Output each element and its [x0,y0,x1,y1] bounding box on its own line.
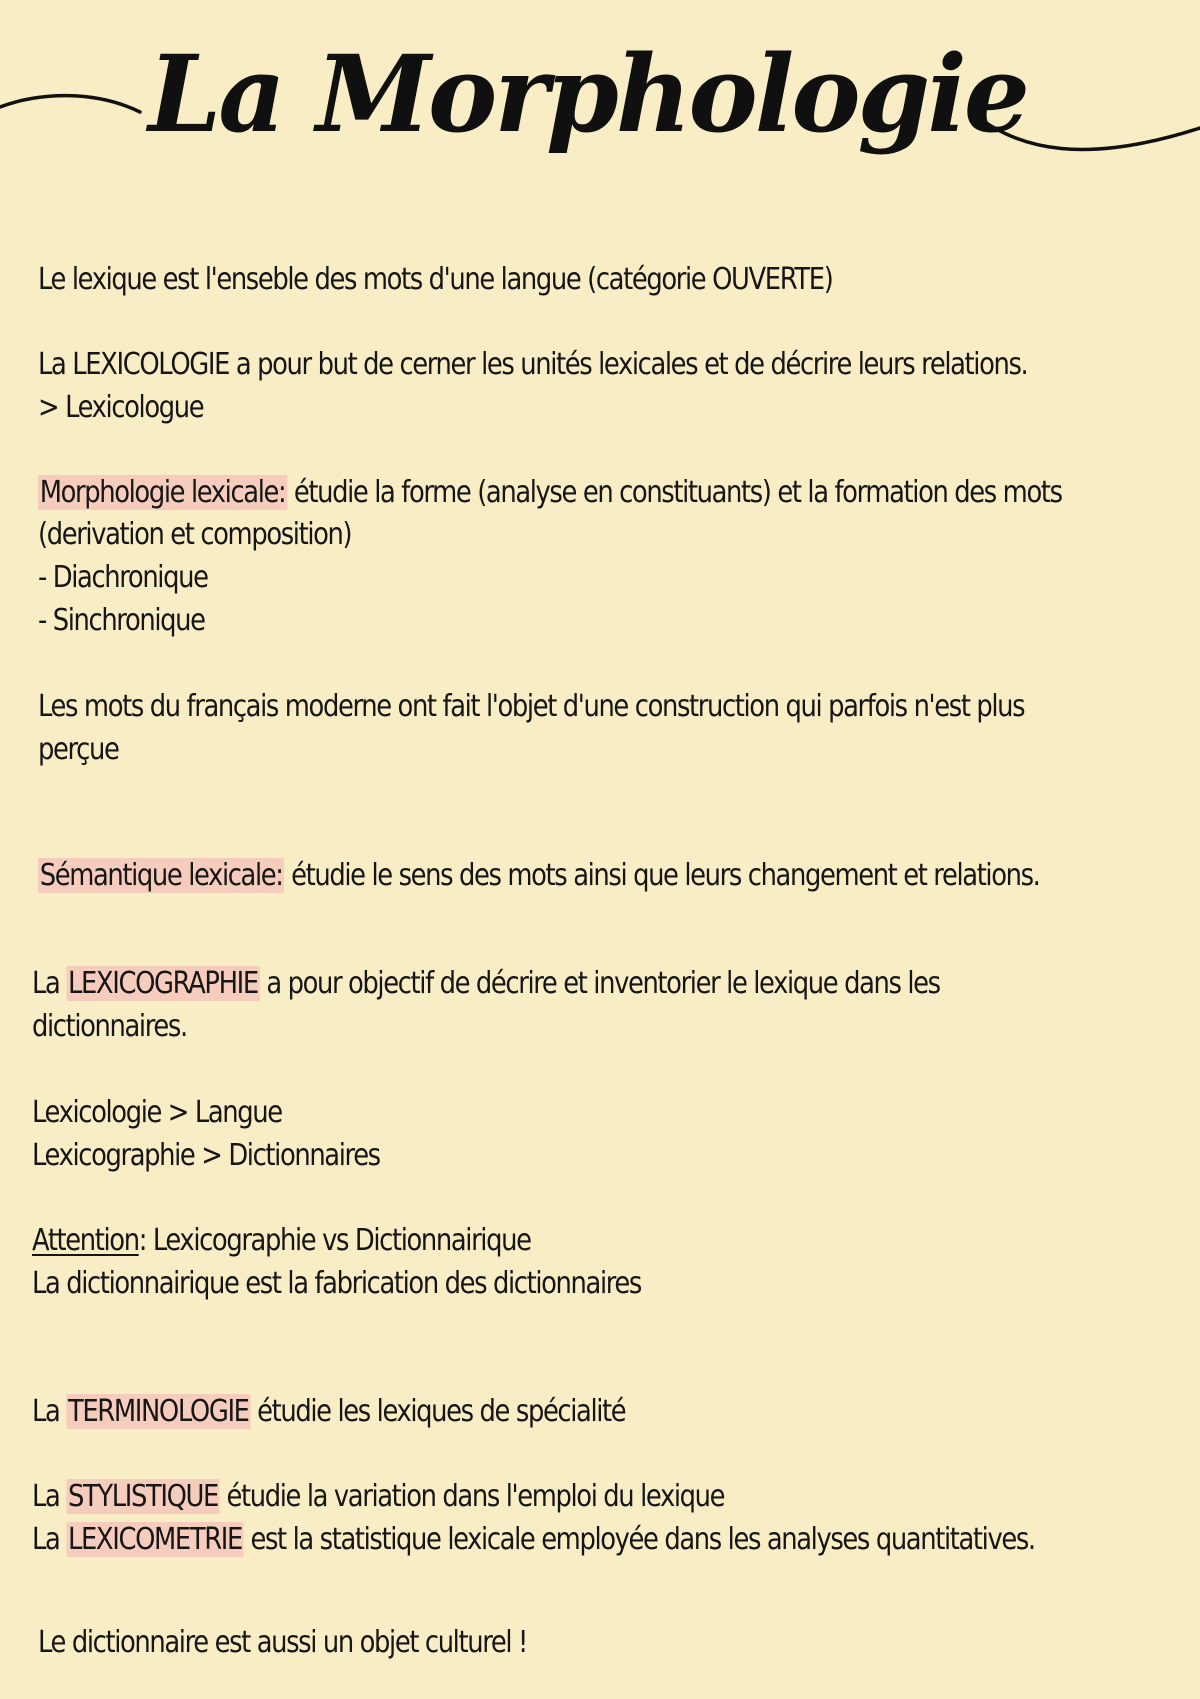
lexicographie-dictionnaires-line: Lexicographie > Dictionnaires [32,1138,380,1173]
morphologie-line [38,472,1062,514]
semantique-line [38,855,1040,897]
lexicographie-term: LEXICOGRAPHIE [67,966,258,1001]
stylistique-definition: étudie la variation dans l'emploi du lexique [219,1479,725,1514]
list-item-diachronique: - Diachronique [38,560,208,595]
attention-line [32,1220,531,1262]
terminologie-term: TERMINOLOGIE [67,1394,249,1429]
mots-francais-line-cont: perçue [38,732,119,767]
stylistique-term: STYLISTIQUE [67,1479,218,1514]
lexicologie-definition: La LEXICOLOGIE a pour but de cerner les unités lexicales et de décrire leurs relations. [38,347,1028,382]
semantique-definition: étudie le sens des mots ainsi que leurs changement et relations. [284,858,1040,893]
list-item-sinchronique: - Sinchronique [38,603,205,638]
morphologie-definition: étudie la forme (analyse en constituants) et la formation des mots [287,475,1062,510]
terminologie-prefix: La [32,1394,67,1429]
lexicographie-prefix: La [32,966,67,1001]
lexicometrie-term: LEXICOMETRIE [67,1522,242,1557]
stylistique-line [32,1476,724,1518]
lexicographie-line-cont: dictionnaires. [32,1009,187,1044]
dictionnairique-line: La dictionnairique est la fabrication des dictionnaires [32,1266,641,1301]
terminologie-definition: étudie les lexiques de spécialité [250,1394,626,1429]
page-title: La Morphologie [148,31,1028,156]
semantique-term: Sémantique lexicale: [39,858,283,893]
culturel-line: Le dictionnaire est aussi un objet culturel ! [38,1625,527,1660]
morphologie-term: Morphologie lexicale: [39,475,286,510]
morphologie-definition-cont: (derivation et composition) [38,517,352,552]
mots-francais-line: Les mots du français moderne ont fait l'objet d'une construction qui parfois n'est plus [38,689,1025,724]
lexicographie-definition: a pour objectif de décrire et inventorier le lexique dans les [259,966,940,1001]
lexicographie-line [32,963,940,1005]
lexique-definition: Le lexique est l'enseble des mots d'une langue (catégorie OUVERTE) [38,262,833,297]
lexicologue-line: > Lexicologue [38,390,204,425]
stylistique-prefix: La [32,1479,67,1514]
terminologie-line [32,1391,625,1433]
lexicologie-langue-line: Lexicologie > Langue [32,1095,282,1130]
lexicometrie-prefix: La [32,1522,67,1557]
attention-label: Attention [32,1223,139,1258]
title-block [0,0,1200,200]
lexicometrie-definition: est la statistique lexicale employée dans les analyses quantitatives. [243,1522,1035,1557]
attention-text: : Lexicographie vs Dictionnairique [138,1223,531,1258]
lexicometrie-line [32,1519,1035,1561]
